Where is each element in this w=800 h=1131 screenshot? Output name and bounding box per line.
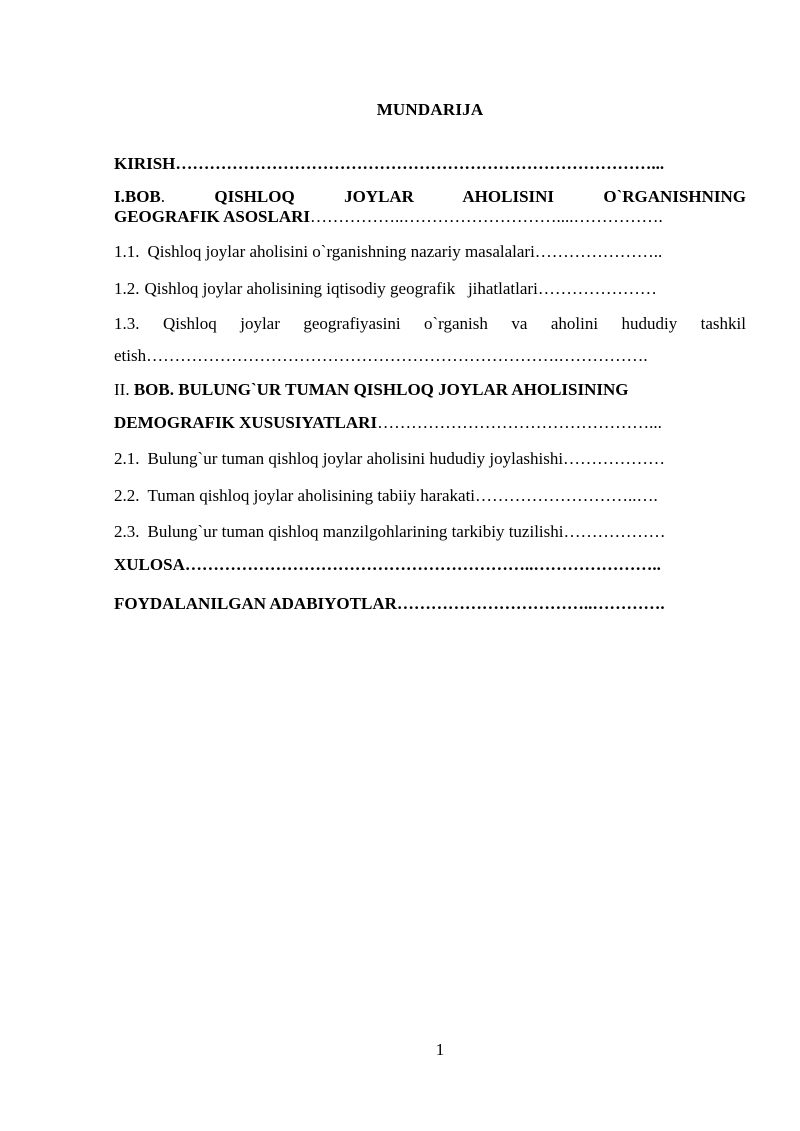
toc-entry-kirish: [114, 154, 746, 174]
page-number: 1: [435, 1040, 445, 1059]
toc-entry-2-3: [114, 522, 746, 542]
chapter-prefix: II.: [114, 380, 130, 399]
toc-entry-1-3-line2: [114, 346, 746, 366]
section-title: Tuman qishloq joylar aholisining tabiiy harakati: [147, 486, 476, 505]
toc-entry-1-3-line1: 1.3. Qishloq joylar geografiyasini o`rganish va aholini hududiy tashkil: [114, 314, 746, 333]
section-title-cont: etish: [114, 346, 147, 365]
section-number: 2.2.: [114, 486, 140, 505]
toc-entry-label: KIRISH: [114, 154, 176, 173]
chapter-title: GEOGRAFIK ASOSLARI: [114, 207, 311, 226]
toc-leader-dots: …………………………………………...: [377, 413, 662, 432]
toc-leader-dots: ……………………………………………………..…………………..: [184, 555, 661, 574]
section-number: 2.1.: [114, 449, 140, 468]
toc-leader-dots: ………………: [563, 449, 666, 468]
toc-entry-2-1: [114, 449, 746, 469]
toc-entry-label: XULOSA: [114, 555, 185, 574]
section-title: Qishloq joylar aholisini o`rganishning nazariy masalalari: [147, 242, 535, 261]
section-title: Qishloq joylar aholisining iqtisodiy geografik jihatlatlari: [144, 279, 538, 298]
toc-entry-1-2: [114, 279, 746, 299]
toc-leader-dots: …………………..: [534, 242, 663, 261]
toc-entry-label: FOYDALANILGAN ADABIYOTLAR: [114, 594, 397, 613]
chapter-title-cont: DEMOGRAFIK XUSUSIYATLARI: [114, 413, 378, 432]
toc-title: MUNDARIJA: [376, 100, 484, 119]
section-number: 1.3.: [114, 314, 140, 333]
toc-leader-dots: ……………..………………………....…………….: [310, 207, 663, 226]
toc-entry-bob2-line1: [114, 380, 746, 400]
toc-leader-dots: ……………………………………………………………….…………….: [146, 346, 648, 365]
toc-leader-dots: ………………………..….: [475, 486, 658, 505]
section-title: Bulung`ur tuman qishloq manzilgohlarining tarkibiy tuzilishi: [147, 522, 564, 541]
toc-entry-bob1-line2: [114, 207, 746, 227]
chapter-title: BOB. BULUNG`UR TUMAN QISHLOQ JOYLAR AHOLISINING: [133, 380, 629, 399]
toc-leader-dots: …………………………………………………………………………...: [175, 154, 665, 173]
section-number: 1.2.: [114, 279, 140, 298]
section-title: Bulung`ur tuman qishloq joylar aholisini hududiy joylashishi: [147, 449, 564, 468]
toc-leader-dots: ………………: [563, 522, 666, 541]
toc-entry-bob1-line1: I.BOB. QISHLOQ JOYLAR AHOLISINI O`RGANISHNING: [114, 187, 746, 206]
toc-entry-bob2-line2: [114, 413, 746, 433]
toc-leader-dots: …………………: [537, 279, 657, 298]
toc-leader-dots: ……………………………..………….: [396, 594, 665, 613]
toc-entry-adabiyotlar: [114, 594, 746, 614]
toc-entry-1-1: [114, 242, 746, 262]
section-number: 2.3.: [114, 522, 140, 541]
chapter-prefix: I.BOB.: [114, 187, 166, 206]
section-number: 1.1.: [114, 242, 140, 261]
toc-entry-2-2: [114, 486, 746, 506]
toc-entry-xulosa: [114, 555, 746, 575]
